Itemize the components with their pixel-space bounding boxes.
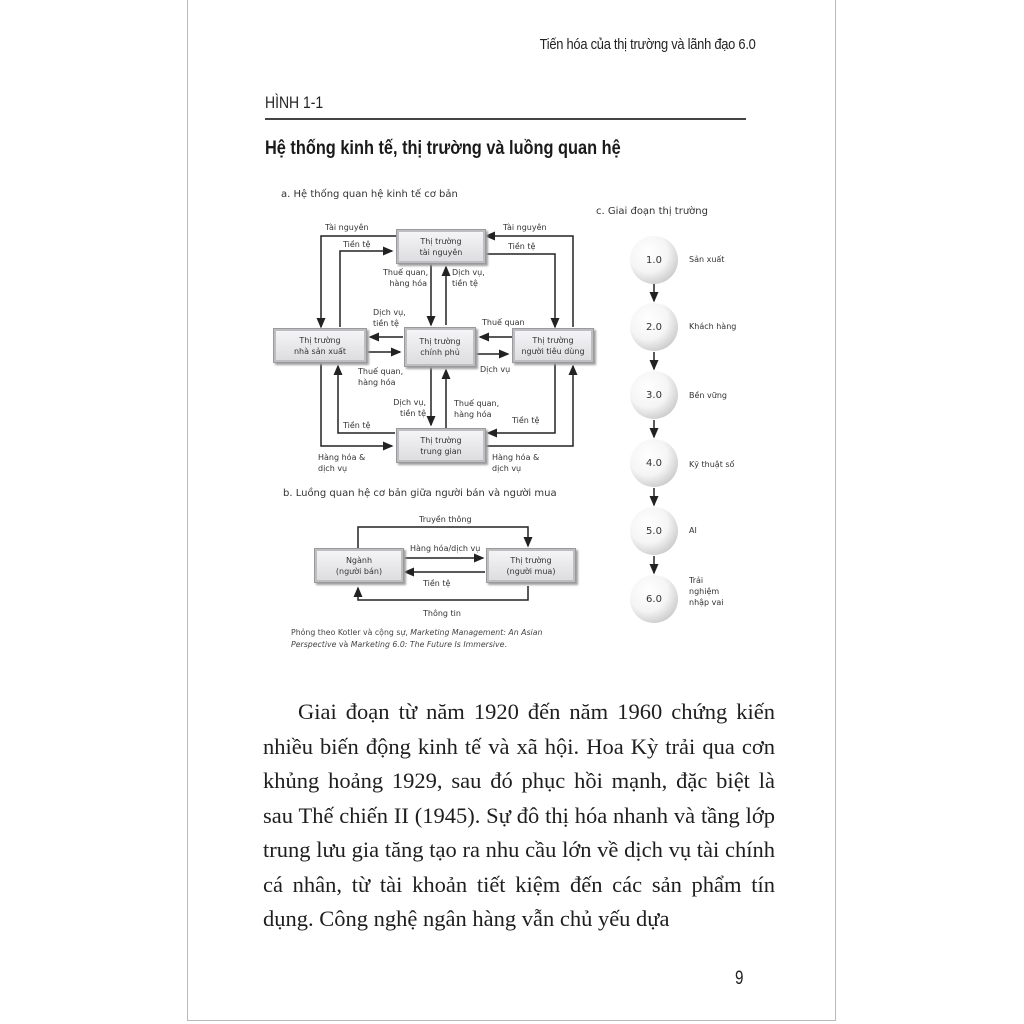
body-paragraph: Giai đoạn từ năm 1920 đến năm 1960 chứng kiến nhiều biến động kinh tế và xã hội. Hoa Kỳ trải qua cơn khủng hoảng 1929, sau đó phục hồi mạnh, đặc biệt là sau Thế chiến II (1945). Sự đô thị hóa nhanh và tầng lớp trung lưu gia tăng tạo ra nhu cầu lớn về dịch vụ tài chính cá nhân, từ tài khoản tiết kiệm đến các sản phẩm tín dụng. Công nghệ ngân hàng vẫn chủ yếu dựa — [263, 699, 775, 931]
flow-label-line: tiền tệ — [452, 279, 478, 288]
source-text: và — [336, 640, 351, 649]
body-text — [263, 695, 775, 937]
stage-name: Kỹ thuật số — [689, 460, 735, 469]
box-line: Thị trường — [420, 435, 462, 445]
flow-label: Dịch vụ — [480, 365, 511, 374]
box-line: (người mua) — [506, 566, 556, 576]
producer-market-box — [273, 328, 367, 363]
flow-label-line: Dịch vụ, — [452, 268, 485, 277]
box-line: Thị trường — [510, 555, 552, 565]
government-market-box — [404, 327, 476, 367]
flow-label: Thông tin — [423, 609, 461, 618]
box-line: trung gian — [420, 446, 462, 456]
seller-box — [314, 548, 404, 583]
box-line: người tiêu dùng — [521, 346, 585, 356]
stage-name: AI — [689, 526, 697, 535]
flow-label — [454, 398, 499, 420]
flow-label-line: dịch vụ — [318, 464, 348, 473]
flow-label — [386, 397, 426, 419]
flow-label: Tiền tệ — [343, 421, 371, 430]
stage-circle: 2.0 — [630, 303, 678, 351]
flow-label-line: hàng hóa — [454, 410, 492, 419]
flow-label-line: Thuế quan, — [358, 367, 404, 376]
stage-circle: 4.0 — [630, 439, 678, 487]
flow-label-line: tiền tệ — [400, 409, 426, 418]
flow-label: Thuế quan — [482, 318, 525, 327]
stage-circle: 6.0 — [630, 575, 678, 623]
flow-label-line: hàng hóa — [358, 378, 396, 387]
flow-label — [452, 267, 485, 289]
flow-label-line: Dịch vụ, — [393, 398, 426, 407]
flow-label — [373, 307, 406, 329]
figure-source — [291, 627, 551, 651]
flow-label-line: tiền tệ — [373, 319, 399, 328]
flow-label-line: Dịch vụ, — [373, 308, 406, 317]
stage-circle: 1.0 — [630, 236, 678, 284]
flow-label: Tài nguyên — [325, 223, 369, 232]
flow-label-line: Hàng hóa & — [318, 453, 366, 462]
stage-circle: 5.0 — [630, 507, 678, 555]
flow-label-line: hàng hóa — [389, 279, 427, 288]
source-book-title: Marketing 6.0: The Future Is Immersive — [350, 640, 505, 649]
buyer-box — [486, 548, 576, 583]
part-a-title: a. Hệ thống quan hệ kinh tế cơ bản — [281, 189, 458, 200]
flow-label-line: Hàng hóa & — [492, 453, 540, 462]
box-line: Thị trường — [299, 335, 341, 345]
box-line: nhà sản xuất — [293, 346, 347, 356]
flow-label — [492, 452, 539, 474]
stage-name: Sản xuất — [689, 255, 725, 264]
figure-label: HÌNH 1-1 — [265, 93, 324, 112]
running-head: Tiến hóa của thị trường và lãnh đạo 6.0 — [539, 36, 756, 53]
source-book-title: Marketing Management: An Asian Perspective — [291, 628, 543, 649]
box-line: Ngành — [345, 555, 373, 565]
flow-label: Truyền thông — [419, 515, 472, 524]
box-line: Thị trường — [419, 337, 461, 346]
part-c-title: c. Giai đoạn thị trường — [596, 206, 708, 217]
flow-label — [318, 452, 365, 474]
part-b-title: b. Luồng quan hệ cơ bản giữa người bán và người mua — [283, 488, 557, 499]
page-number: 9 — [735, 968, 744, 989]
flow-label: Tiền tệ — [508, 242, 536, 251]
box-line: tài nguyên — [419, 247, 463, 257]
flow-label: Tài nguyên — [503, 223, 547, 232]
consumer-market-box — [512, 328, 594, 363]
stage-name: Trải nghiệm nhập vai — [689, 576, 724, 607]
flow-label-line: Thuế quan, — [383, 268, 429, 277]
box-line: Thị trường — [420, 236, 462, 246]
box-line: Thị trường — [532, 335, 574, 345]
flow-label: Tiền tệ — [423, 579, 451, 588]
flow-label-line: Thuế quan, — [454, 399, 500, 408]
stage-name: Khách hàng — [689, 322, 737, 331]
flow-label — [358, 366, 403, 388]
source-text: . — [504, 640, 507, 649]
intermediary-market-box — [396, 428, 486, 463]
flow-label: Hàng hóa/dịch vụ — [410, 544, 481, 553]
stage-circle: 3.0 — [630, 371, 678, 419]
source-text: Phỏng theo Kotler và cộng sự, — [291, 628, 411, 637]
resource-market-box — [396, 229, 486, 264]
figure-title: Hệ thống kinh tế, thị trường và luồng quan hệ — [265, 138, 621, 159]
flow-label — [383, 267, 427, 289]
stage-name: Bền vững — [689, 391, 727, 400]
flow-label: Tiền tệ — [512, 416, 540, 425]
box-line: (người bán) — [335, 566, 383, 576]
flow-label-line: dịch vụ — [492, 464, 522, 473]
box-line: chính phủ — [420, 348, 460, 357]
flow-label: Tiền tệ — [343, 240, 371, 249]
